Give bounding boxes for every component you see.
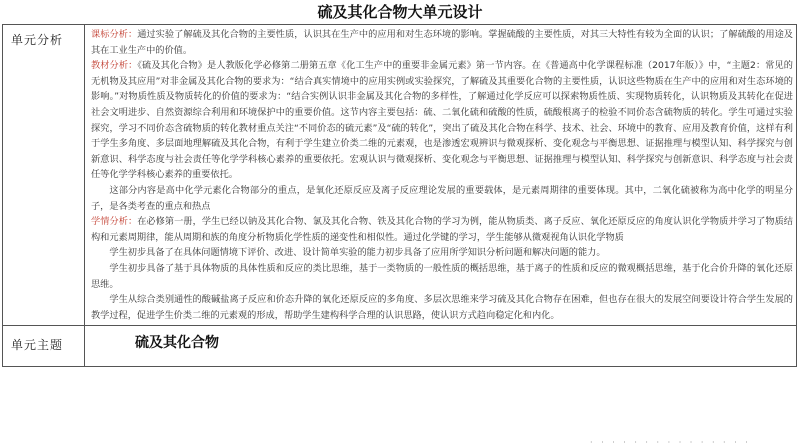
learner-paragraph-4: 学生从综合类别通性的酸碱盐离子反应和价态升降的氧化还原反应的多角度、多层次思维来学习硫及其化合物存在困难，但也存在很大的发展空间要设计符合学生发展的教学过程，促进学生价类二维的元素观的形成，帮助学生建构科学合理的认识思路，使认识方式趋向稳定化和内化。 — [91, 294, 793, 321]
learner-paragraph-2: 学生初步具备了在具体问题情境下评价、改进、设计简单实验的能力初步具备了应用所学知识分析问题和解决问题的能力。 — [109, 247, 606, 259]
learner-tag: 学情分析： — [91, 216, 138, 228]
curriculum-analysis — [91, 27, 793, 58]
curriculum-tag: 课标分析： — [91, 29, 138, 40]
unit-analysis-row — [3, 25, 797, 326]
curriculum-text: 通过实验了解硫及其化合物的主要性质，认识其在生产中的应用和对生态环境的影响。掌握硫酸的主要性质，对其三大特性有较为全面的认识；了解硫酸的用途及其在工业生产中的价值。 — [91, 29, 793, 56]
unit-analysis-label: 单元分析 — [3, 25, 85, 326]
learner-analysis — [91, 214, 793, 245]
textbook-paragraph-2: 这部分内容是高中化学元素化合物部分的重点，是氧化还原反应及离子反应理论发展的重要载体，是元素周期律的重要体现。其中，二氧化硫被称为高中化学的明星分子，是各类考查的重点和热点 — [91, 184, 793, 212]
learner-paragraph-3: 学生初步具备了基于具体物质的具体性质和反应的类比思维，基于一类物质的一般性质的概括思维，基于离子的性质和反应的微观概括思维，基于化合价升降的氧化还原思维。 — [91, 262, 793, 290]
unit-topic-value: 硫及其化合物 — [85, 326, 797, 367]
document-title: 硫及其化合物大单元设计 — [317, 3, 483, 21]
textbook-tag: 教材分析： — [91, 60, 138, 72]
footer-dots: · · · · · · · · · · · · · · · — [590, 438, 751, 447]
unit-topic-row — [3, 326, 797, 367]
design-table — [2, 24, 797, 367]
textbook-text: 《硫及其化合物》是人教版化学必修第二册第五章《化工生产中的重要非金属元素》第一节内容。在《普通高中化学课程标准（2017年版）》中，“主题2：常见的无机物及其应用”对非金属及其化合物的要求为：“结合真实情境中的应用实例或实验探究，了解硫及其重要化合物的主要性质，认识这些物质在生产中的应用和对生态环境的影响。”对物质性质及物质转化的价值的要求为：“结合实例认识非金属及其化合物的多样性，了解通过化学反应可以探索物质性质、实现物质转化，认识物质及其转化在促进社会文明进步、自然资源综合利用和环境保护中的重要价值。这节内容主要包括：硫、二氧化硫和硫酸的性质，硫酸根离子的检验不同价态含硫物质的转化。学生可通过实验探究，学习不同价态含硫物质的转化教材重点关注“不同价态的硫元素”及“硫的转化”，突出了硫及其化合物在科学、技术、社会、环境中的教育、应用及教育价值，这样有利于学生多角度、多层面地理解硫及其化合物，有利于学生建立价类二维的元素观，也是渗透宏观辨识与微观探析、变化观念与平衡思想、证据推理与模型认知、科学探究与创新意识、科学态度与社会责任等化学学科核心素养的重要依托。宏观认识与微观探析、变化观念与平衡思想、证据推理与模型认知、科学探究与创新意识、科学态度与社会责任等化学学科核心素养的重要依托。 — [91, 60, 793, 181]
unit-analysis-content — [85, 25, 797, 326]
unit-topic-label: 单元主题 — [3, 326, 85, 367]
textbook-analysis — [91, 58, 793, 183]
learner-text: 在必修第一册，学生已经以钠及其化合物、氯及其化合物、铁及其化合物的学习为例，能从物质类、离子反应、氧化还原反应的角度认识化学物质并学习了物质结构和元素周期律，能从周期和族的角度分析物质化学性质的递变性和相似性。通过化学键的学习，学生能够从微观视角认识化学物质 — [91, 216, 793, 243]
